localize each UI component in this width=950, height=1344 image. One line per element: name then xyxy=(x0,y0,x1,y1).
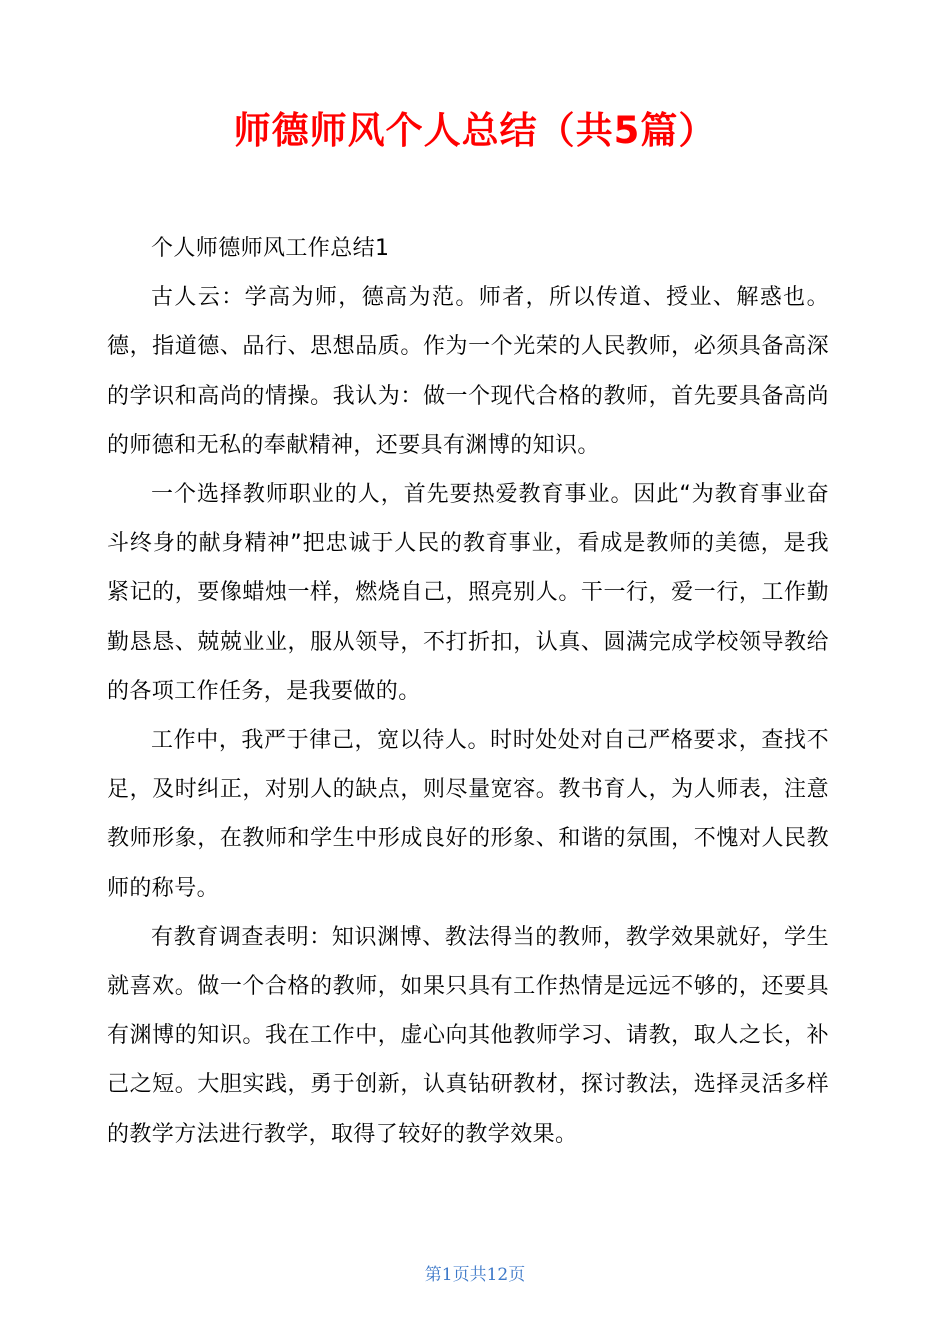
body-paragraph: 工作中，我严于律己，宽以待人。时时处处对自己严格要求，查找不足，及时纠正，对别人的缺点，则尽量宽容。教书育人，为人师表，注意教师形象，在教师和学生中形成良好的形象、和谐的氛围，不愧对人民教师的称号。 xyxy=(107,728,829,901)
body-paragraph: 有教育调查表明：知识渊博、教法得当的教师，教学效果就好，学生就喜欢。做一个合格的教师，如果只具有工作热情是远远不够的，还要具有渊博的知识。我在工作中，虚心向其他教师学习、请教，取人之长，补己之短。大胆实践，勇于创新，认真钻研教材，探讨教法，选择灵活多样的教学方法进行教学，取得了较好的教学效果。 xyxy=(107,924,829,1147)
document-body xyxy=(107,224,829,1159)
document-title: 师德师风个人总结（共5篇） xyxy=(233,109,717,152)
section-heading: 个人师德师风工作总结1 xyxy=(151,236,390,261)
body-paragraph: 古人云：学高为师，德高为范。师者，所以传道、授业、解惑也。德，指道德、品行、思想品质。作为一个光荣的人民教师，必须具备高深的学识和高尚的情操。我认为：做一个现代合格的教师，首先要具备高尚的师德和无私的奉献精神，还要具有渊博的知识。 xyxy=(107,285,829,458)
body-paragraph: 一个选择教师职业的人，首先要热爱教育事业。因此“为教育事业奋斗终身的献身精神”把忠诚于人民的教育事业，看成是教师的美德，是我紧记的，要像蜡烛一样，燃烧自己，照亮别人。干一行，爱一行，工作勤勤恳恳、兢兢业业，服从领导，不打折扣，认真、圆满完成学校领导教给的各项工作任务，是我要做的。 xyxy=(107,482,829,704)
page-number-footer: 第1页共12页 xyxy=(424,1265,526,1285)
